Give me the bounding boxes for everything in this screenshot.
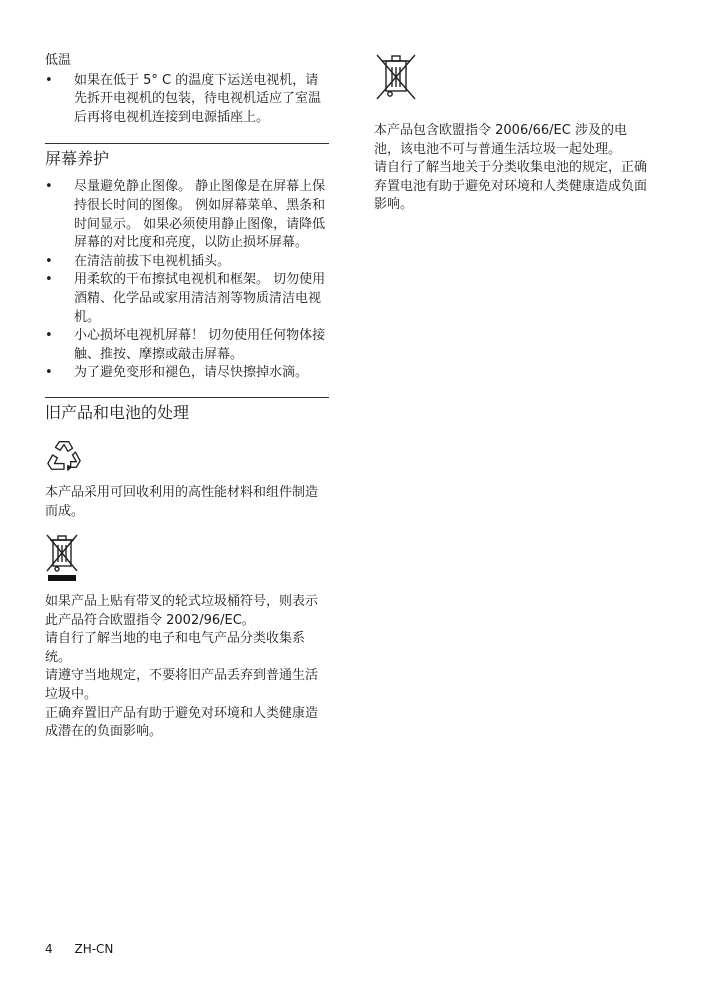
- disposal-section: [45, 397, 329, 742]
- crossed-bin-bar-icon: [45, 533, 79, 583]
- section-title-screen-care: 屏幕养护: [45, 149, 110, 169]
- list-item: • 小心损坏电视机屏幕！ 切勿使用任何物体接触、推按、摩擦或敲击屏幕。: [45, 327, 329, 364]
- list-item: • 如果在低于 5° C 的温度下运送电视机，请先拆开电视机的包装，待电视机适应了室温后再将电视机连接到电源插座上。: [45, 72, 329, 128]
- weee-paragraph: 正确弃置旧产品有助于避免对环境和人类健康造成潜在的负面影响。: [45, 705, 319, 740]
- locale-code: ZH-CN: [74, 942, 114, 956]
- weee-paragraph: 如果产品上贴有带叉的轮式垃圾桶符号，则表示此产品符合欧盟指令 2002/96/EC。: [45, 594, 319, 628]
- weee-paragraph: 请遵守当地规定，不要将旧产品丢弃到普通生活垃圾中。: [45, 668, 319, 703]
- battery-paragraph: 请自行了解当地关于分类收集电池的规定，正确弃置电池有助于避免对环境和人类健康造成负面影响。: [374, 160, 648, 213]
- list-item: • 尽量避免静止图像。 静止图像是在屏幕上保持很长时间的图像。 例如屏幕菜单、黑条和时间显示。 如果必须使用静止图像，请降低屏幕的对比度和亮度，以防止损坏屏幕。: [45, 178, 329, 252]
- low-temp-section: [45, 52, 329, 127]
- weee-paragraph: 请自行了解当地的电子和电气产品分类收集系统。: [45, 631, 306, 665]
- screen-care-section: [45, 143, 329, 383]
- right-column: [374, 52, 650, 215]
- section-title-disposal: 旧产品和电池的处理: [45, 402, 190, 422]
- screen-care-list: [45, 178, 329, 383]
- low-temp-heading: 低温: [45, 53, 72, 68]
- list-item: • 为了避免变形和褪色，请尽快擦掉水滴。: [45, 364, 329, 383]
- recycle-text: 本产品采用可回收利用的高性能材料和组件制造而成。: [45, 484, 319, 519]
- low-temp-list: [45, 72, 329, 128]
- battery-paragraph: 本产品包含欧盟指令 2006/66/EC 涉及的电池，该电池不可与普通生活垃圾一起处理。: [374, 123, 627, 157]
- list-item: • 在清洁前拔下电视机插头。: [45, 253, 329, 272]
- page-number: 4: [45, 942, 53, 956]
- recycle-icon: [45, 436, 83, 474]
- list-item: • 用柔软的干布擦拭电视机和框架。 切勿使用酒精、化学品或家用清洁剂等物质清洁电视机。: [45, 271, 329, 327]
- page-footer: [45, 940, 131, 959]
- crossed-bin-icon: [374, 52, 418, 102]
- left-column: [45, 52, 329, 742]
